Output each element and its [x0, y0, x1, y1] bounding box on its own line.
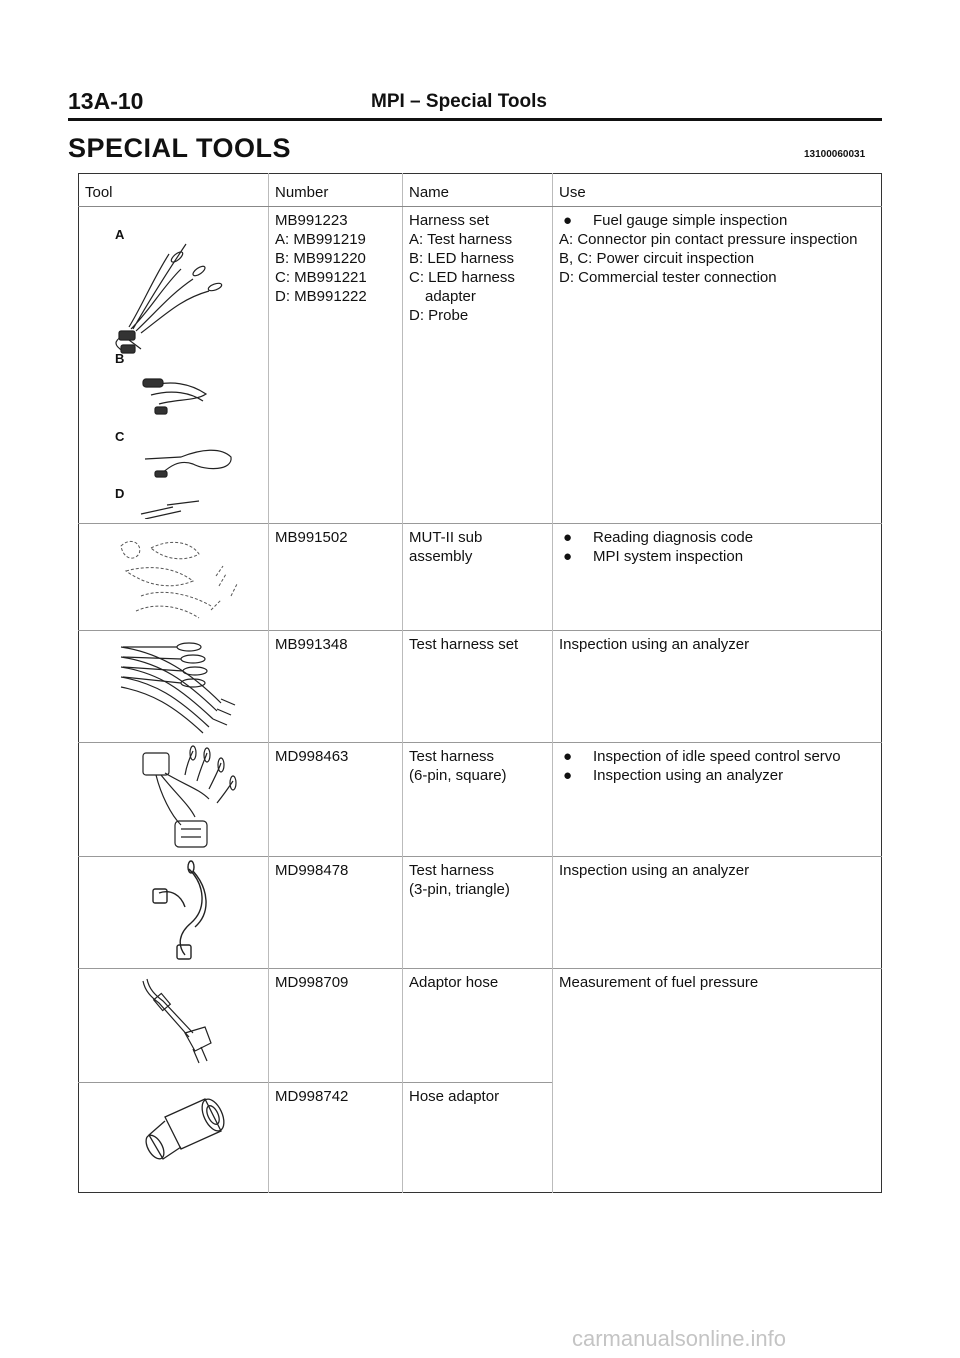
tool-name: D: Probe: [409, 307, 469, 324]
use-text: B, C: Power circuit inspection: [559, 250, 755, 267]
bullet-icon: ●: [563, 748, 573, 765]
mut-ii-sub-assembly-drawing: [81, 526, 267, 626]
tool-illustration-cell: [79, 631, 269, 743]
tool-name: Test harness set: [409, 636, 519, 653]
tool-name: C: LED harness: [409, 269, 515, 286]
tool-name: (3-pin, triangle): [409, 881, 510, 898]
name-cell: [403, 207, 553, 524]
tool-illustration-cell: [79, 743, 269, 857]
label-b: B: [115, 351, 125, 366]
tool-number: MD998742: [275, 1088, 349, 1105]
tool-number: C: MB991221: [275, 269, 367, 286]
use-text: Inspection using an analyzer: [593, 767, 784, 784]
tool-number: A: MB991219: [275, 231, 366, 248]
use-text: Inspection using an analyzer: [559, 862, 750, 879]
use-text: Inspection using an analyzer: [559, 636, 750, 653]
use-cell: [553, 524, 882, 631]
tool-illustration-cell: [79, 524, 269, 631]
tool-name: (6-pin, square): [409, 767, 507, 784]
tool-illustration-cell: [79, 969, 269, 1083]
col-header-tool: Tool: [79, 174, 269, 207]
use-item: [559, 766, 875, 785]
bullet-icon: ●: [563, 529, 573, 546]
use-item: [559, 528, 875, 547]
tool-name: assembly: [409, 548, 473, 565]
table-row: [79, 207, 882, 524]
harness-set-illustration: [81, 209, 266, 519]
section-title: MPI – Special Tools: [371, 91, 547, 112]
use-item: [559, 211, 875, 230]
page-title: SPECIAL TOOLS: [68, 133, 292, 163]
tool-illustration-cell: [79, 1083, 269, 1193]
col-header-name: Name: [403, 174, 553, 207]
number-cell: [269, 524, 403, 631]
label-d: D: [115, 486, 125, 501]
table-row: [79, 743, 882, 857]
name-cell: [403, 743, 553, 857]
test-harness-6pin-drawing: [81, 745, 267, 853]
table-row: [79, 524, 882, 631]
tool-number: MD998463: [275, 748, 349, 765]
label-c: C: [115, 429, 125, 444]
table-header-row: [79, 174, 882, 207]
bullet-icon: ●: [563, 767, 573, 784]
table-row: [79, 631, 882, 743]
number-cell: [269, 631, 403, 743]
tool-number: MB991502: [275, 529, 348, 546]
bullet-icon: ●: [563, 212, 573, 229]
table-row: [79, 969, 882, 1083]
use-text: Fuel gauge simple inspection: [593, 212, 788, 229]
tool-number: MD998478: [275, 862, 349, 879]
use-item: [559, 547, 875, 566]
number-cell: [269, 743, 403, 857]
use-text: D: Commercial tester connection: [559, 269, 777, 286]
use-cell: [553, 207, 882, 524]
tool-illustration-cell: [79, 207, 269, 524]
col-header-use: Use: [553, 174, 882, 207]
adaptor-hose-drawing: [81, 971, 267, 1079]
hose-adaptor-drawing: [81, 1085, 267, 1185]
name-cell: [403, 1083, 553, 1193]
tool-name: Hose adaptor: [409, 1088, 500, 1105]
tool-number: MB991223: [275, 212, 348, 229]
name-cell: [403, 524, 553, 631]
name-cell: [403, 857, 553, 969]
test-harness-set-drawing: [81, 633, 267, 739]
special-tools-table: [78, 173, 882, 1193]
doc-code: 13100060031: [804, 149, 866, 160]
use-text: Inspection of idle speed control servo: [593, 748, 841, 765]
use-cell: [553, 969, 882, 1193]
number-cell: [269, 1083, 403, 1193]
number-cell: [269, 857, 403, 969]
name-cell: [403, 631, 553, 743]
test-harness-3pin-drawing: [81, 859, 267, 965]
use-text: Reading diagnosis code: [593, 529, 754, 546]
header-rule: [68, 118, 882, 121]
col-header-number: Number: [269, 174, 403, 207]
tool-name: Harness set: [409, 212, 490, 229]
tool-name: MUT-II sub: [409, 529, 483, 546]
tool-number: MD998709: [275, 974, 349, 991]
tool-number: MB991348: [275, 636, 348, 653]
page-header: [68, 88, 882, 120]
number-cell: [269, 969, 403, 1083]
name-cell: [403, 969, 553, 1083]
tool-name: adapter: [425, 288, 476, 305]
tool-name: Test harness: [409, 748, 495, 765]
label-a: A: [115, 227, 125, 242]
tool-name: Adaptor hose: [409, 974, 499, 991]
use-text: A: Connector pin contact pressure inspection: [559, 231, 858, 248]
use-cell: [553, 631, 882, 743]
use-item: [559, 747, 875, 766]
tool-name: B: LED harness: [409, 250, 515, 267]
tool-number: B: MB991220: [275, 250, 366, 267]
page-number: 13A-10: [68, 88, 144, 114]
number-cell: [269, 207, 403, 524]
bullet-icon: ●: [563, 548, 573, 565]
use-text: Measurement of fuel pressure: [559, 974, 759, 991]
watermark: carmanualsonline.info: [572, 1326, 787, 1351]
harness-set-drawing: [81, 209, 267, 519]
tool-name: Test harness: [409, 862, 495, 879]
use-cell: [553, 857, 882, 969]
table-row: [79, 857, 882, 969]
tool-name: A: Test harness: [409, 231, 513, 248]
use-cell: [553, 743, 882, 857]
tool-illustration-cell: [79, 857, 269, 969]
use-text: MPI system inspection: [593, 548, 744, 565]
tool-number: D: MB991222: [275, 288, 367, 305]
